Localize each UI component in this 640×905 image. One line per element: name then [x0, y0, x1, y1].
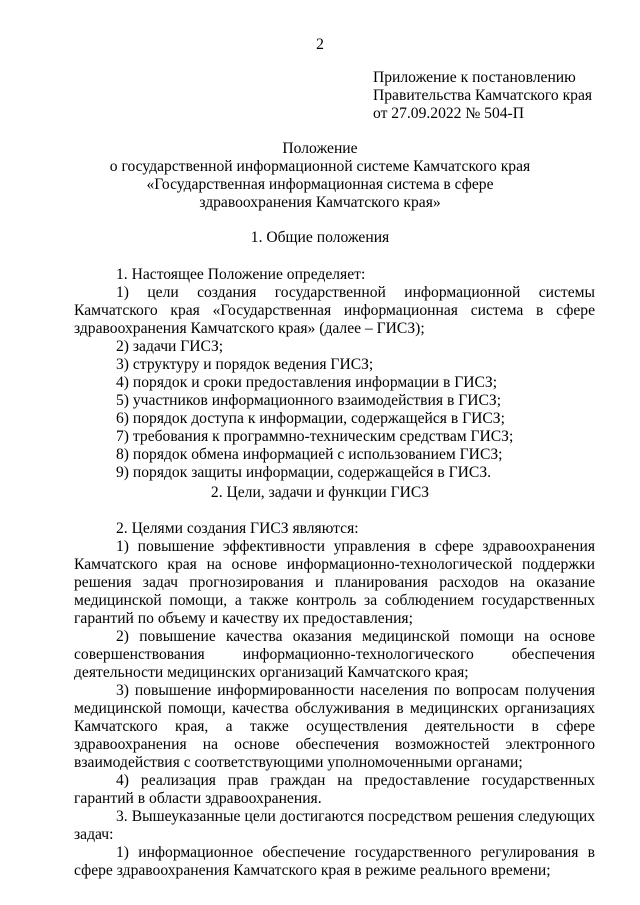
list-item: 1) повышение эффективности управления в сфере здравоохранения Камчатского края на основе информационно-технологической поддержки решения задач прогнозирования и планирования расходов на оказание медицинской помощи, а также контроль за соблюдением государственных гарантий по объему и качеству их предоставления;: [74, 538, 595, 627]
list-item: 7) требования к программно-техническим средствам ГИСЗ;: [116, 428, 514, 445]
appendix-block: [373, 69, 592, 123]
list-item: 3) структуру и порядок ведения ГИСЗ;: [116, 356, 374, 373]
title-line: Положение: [282, 140, 358, 157]
section1-heading: 1. Общие положения: [250, 229, 390, 246]
list-item: 6) порядок доступа к информации, содержащейся в ГИСЗ;: [116, 410, 505, 427]
appendix-line: Правительства Камчатского края: [373, 87, 593, 104]
title-line: здравоохранения Камчатского края»: [199, 194, 441, 211]
title-line: «Государственная информационная система в сфере: [146, 176, 494, 193]
document-title: [0, 140, 640, 212]
list-item: 5) участников информационного взаимодействия в ГИСЗ;: [116, 392, 502, 409]
page-number: 2: [316, 36, 324, 53]
list-item: 1) информационное обеспечение государственного регулирования в сфере здравоохранения Камчатского края в режиме реального времени;: [74, 844, 595, 879]
list-item: 4) реализация прав граждан на предоставление государственных гарантий в области здравоохранения.: [74, 772, 595, 807]
list-item: 8) порядок обмена информацией с использованием ГИСЗ;: [116, 446, 503, 463]
list-item: 2) повышение качества оказания медицинской помощи на основе совершенствования информационно-технологического обеспечения деятельности медицинских организаций Камчатского края;: [74, 628, 595, 681]
list-item: 9) порядок защиты информации, содержащейся в ГИСЗ.: [116, 464, 492, 481]
title-line: о государственной информационной системе Камчатского края: [109, 158, 531, 175]
list-item: 4) порядок и сроки предоставления информации в ГИСЗ;: [116, 374, 498, 391]
paragraph: 2. Целями создания ГИСЗ являются:: [116, 520, 359, 537]
list-item: 2) задачи ГИСЗ;: [116, 338, 224, 355]
appendix-line: от 27.09.2022 № 504-П: [373, 105, 524, 122]
section1-body: [74, 266, 595, 482]
paragraph: 3. Вышеуказанные цели достигаются посредством решения следующих задач:: [74, 808, 595, 843]
section2-body: [74, 520, 595, 880]
section2-heading: 2. Цели, задачи и функции ГИСЗ: [210, 484, 430, 501]
appendix-line: Приложение к постановлению: [373, 69, 576, 86]
list-item: 3) повышение информированности населения по вопросам получения медицинской помощи, качества обслуживания в медицинских организациях Камчатского края, а также осуществления деятельности в сфере здравоохранения на основе обеспечения возможностей электронного взаимодействия с соответствующими уполномоченными органами;: [74, 682, 595, 771]
paragraph: 1. Настоящее Положение определяет:: [116, 266, 366, 283]
paragraph: 1) цели создания государственной информационной системы Камчатского края «Государственная информационная система в сфере здравоохранения Камчатского края» (далее – ГИСЗ);: [74, 284, 595, 337]
